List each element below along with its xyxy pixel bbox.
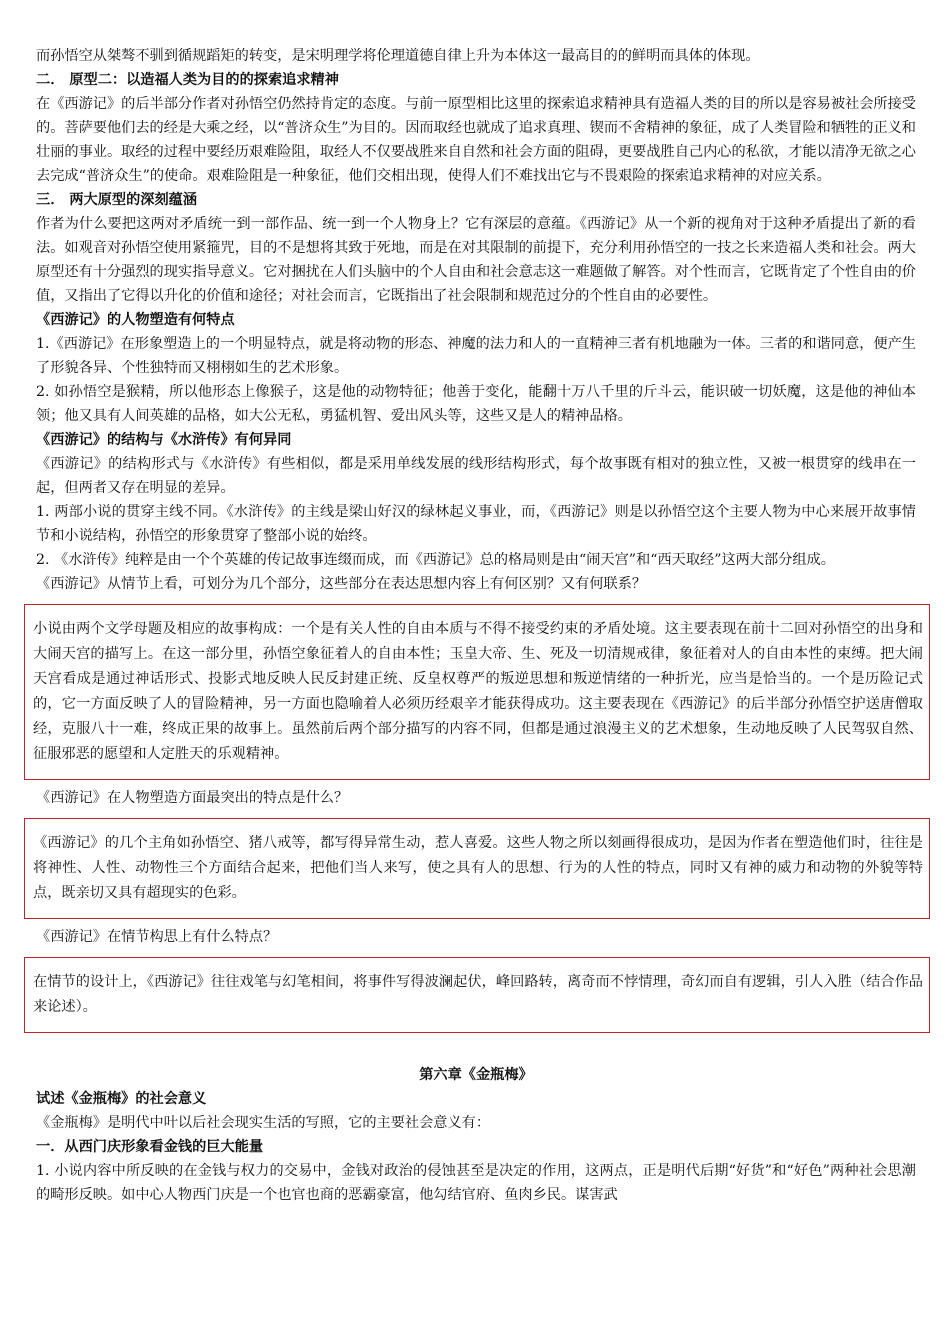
jpm-point-1: 1. 小说内容中所反映的在金钱与权力的交易中，金钱对政治的侵蚀甚至是决定的作用，这两点，正是明代后期“好货”和“好色”两种社会思潮的畸形反映。如中心人物西门庆是一个也官也商的恶霸豪富，他勾结官府、鱼肉乡民。谋害武 xyxy=(36,1163,916,1203)
section-heading-archetype-two: 二． 原型二：以造福人类为目的的探索追求精神 xyxy=(36,72,339,88)
jpm-intro: 《金瓶梅》是明代中叶以后社会现实生活的写照，它的主要社会意义有： xyxy=(36,1115,491,1131)
structure-point-1: 1. 两部小说的贯穿主线不同。《水浒传》的主线是梁山好汉的绿林起义事业，而，《西游记》则是以孙悟空这个主要人物为中心来展开故事情节和小说结构，孙悟空的形象贯穿了整部小说的始终。 xyxy=(36,504,916,544)
two-archetypes-paragraph: 作者为什么要把这两对矛盾统一到一部作品、统一到一个人物身上？它有深层的意蕴。《西游记》从一个新的视角对于这种矛盾提出了新的看法。如观音对孙悟空使用紧箍咒，目的不是想将其致于死地，而是在对其限制的前提下，充分利用孙悟空的一技之长来造福人类和社会。两大原型还有十分强烈的现实指导意义。它对捆扰在人们头脑中的个人自由和社会意志这一难题做了解答。对个性而言，它既肯定了个性自由的价值，又指出了它得以升化的价值和途径；对社会而言，它既指出了社会限制和规范过分的个性自由的必要性。 xyxy=(36,216,916,304)
characterization-point-1: 1.《西游记》在形象塑造上的一个明显特点，就是将动物的形态、神魔的法力和人的一直精神三者有机地融为一体。三者的和谐同意，便产生了形貌各异、个性独特而又栩栩如生的艺术形象。 xyxy=(36,336,916,376)
jpm-subheading-1: 一．从西门庆形象看金钱的巨大能量 xyxy=(36,1139,264,1155)
structure-heading: 《西游记》的结构与《水浒传》有何异同 xyxy=(36,432,292,448)
characterization-heading: 《西游记》的人物塑造有何特点 xyxy=(36,312,235,328)
characterization-point-2: 2. 如孙悟空是猴精，所以他形态上像猴子，这是他的动物特征；他善于变化，能翻十万八千里的斤斗云，能识破一切妖魔，这是他的神仙本领；他又具有人间英雄的品格，如大公无私，勇猛机智、爱出风头等，这些又是人的精神品格。 xyxy=(36,384,916,424)
structure-point-2: 2. 《水浒传》纯粹是由一个个英雄的传记故事连缀而成，而《西游记》总的格局则是由“闹天宫”和“西天取经”这两大部分组成。 xyxy=(36,552,835,568)
answer-box-1 xyxy=(24,604,930,780)
answer-box-2 xyxy=(24,818,930,919)
answer-1: 小说由两个文学母题及相应的故事构成：一个是有关人性的自由本质与不得不接受约束的矛盾处境。这主要表现在前十二回对孙悟空的出身和大闹天宫的描写上。在这一部分里，孙悟空象征着人的自由本性；玉皇大帝、生、死及一切清规戒律，象征着对人的自由本性的束缚。把大闹天宫看成是通过神话形式、投影式地反映人民反封建正统、反皇权尊严的叛逆思想和叛逆情绪的一种折光，应当是恰当的。一个是历险记式的，它一方面反映了人的冒险精神，另一方面也隐喻着人必须历经艰辛才能获得成功。这主要表现在《西游记》的后半部分孙悟空护送唐僧取经，克服八十一难，终成正果的故事上。虽然前后两个部分描写的内容不同，但都是通过浪漫主义的艺术想象，生动地反映了人民驾驭自然、征服邪恶的愿望和人定胜天的乐观精神。 xyxy=(33,621,923,762)
answer-2: 《西游记》的几个主角如孙悟空、猪八戒等，都写得异常生动，惹人喜爱。这些人物之所以刻画得很成功，是因为作者在塑造他们时，往往是将神性、人性、动物性三个方面结合起来，把他们当人来写，使之具有人的思想、行为的人性的特点，同时又有神的威力和动物的外貌等特点，既亲切又具有超现实的色彩。 xyxy=(33,835,923,901)
chapter-title: 第六章《金瓶梅》 xyxy=(419,1067,533,1083)
jpm-heading: 试述《金瓶梅》的社会意义 xyxy=(36,1091,207,1107)
question-1: 《西游记》从情节上看，可划分为几个部分，这些部分在表达思想内容上有何区别？又有何联系？ xyxy=(36,576,647,592)
document-page xyxy=(33,44,923,1207)
archetype-two-paragraph: 在《西游记》的后半部分作者对孙悟空仍然持肯定的态度。与前一原型相比这里的探索追求精神具有造福人类的目的所以是容易被社会所接受的。菩萨要他们去的经是大乘之经，以“普济众生”为目的。因而取经也就成了追求真理、锲而不舍精神的象征，成了人类冒险和牺牲的正义和壮丽的事业。取经的过程中要经历艰难险阻，取经人不仅要战胜来自自然和社会方面的阻碍，更要战胜自己内心的私欲，才能以清净无欲之心去完成“普济众生”的使命。艰难险阻是一种象征，他们交相出现，使得人们不难找出它与不畏艰险的探索追求精神的对应关系。 xyxy=(36,96,916,184)
answer-3: 在情节的设计上，《西游记》往往戏笔与幻笔相间，将事件写得波澜起伏，峰回路转，离奇而不悖情理，奇幻而自有逻辑，引人入胜（结合作品来论述）。 xyxy=(33,974,923,1015)
answer-box-3 xyxy=(24,957,930,1033)
structure-intro: 《西游记》的结构形式与《水浒传》有些相似，都是采用单线发展的线形结构形式，每个故事既有相对的独立性，又被一根贯穿的线串在一起，但两者又存在明显的差异。 xyxy=(36,456,916,496)
intro-paragraph: 而孙悟空从桀骜不驯到循规蹈矩的转变，是宋明理学将伦理道德自律上升为本体这一最高目的的鲜明而具体的体现。 xyxy=(36,48,760,64)
question-2: 《西游记》在人物塑造方面最突出的特点是什么？ xyxy=(36,790,349,806)
question-3: 《西游记》在情节构思上有什么特点？ xyxy=(36,929,278,945)
section-heading-two-archetypes: 三． 两大原型的深刻蕴涵 xyxy=(36,192,198,208)
